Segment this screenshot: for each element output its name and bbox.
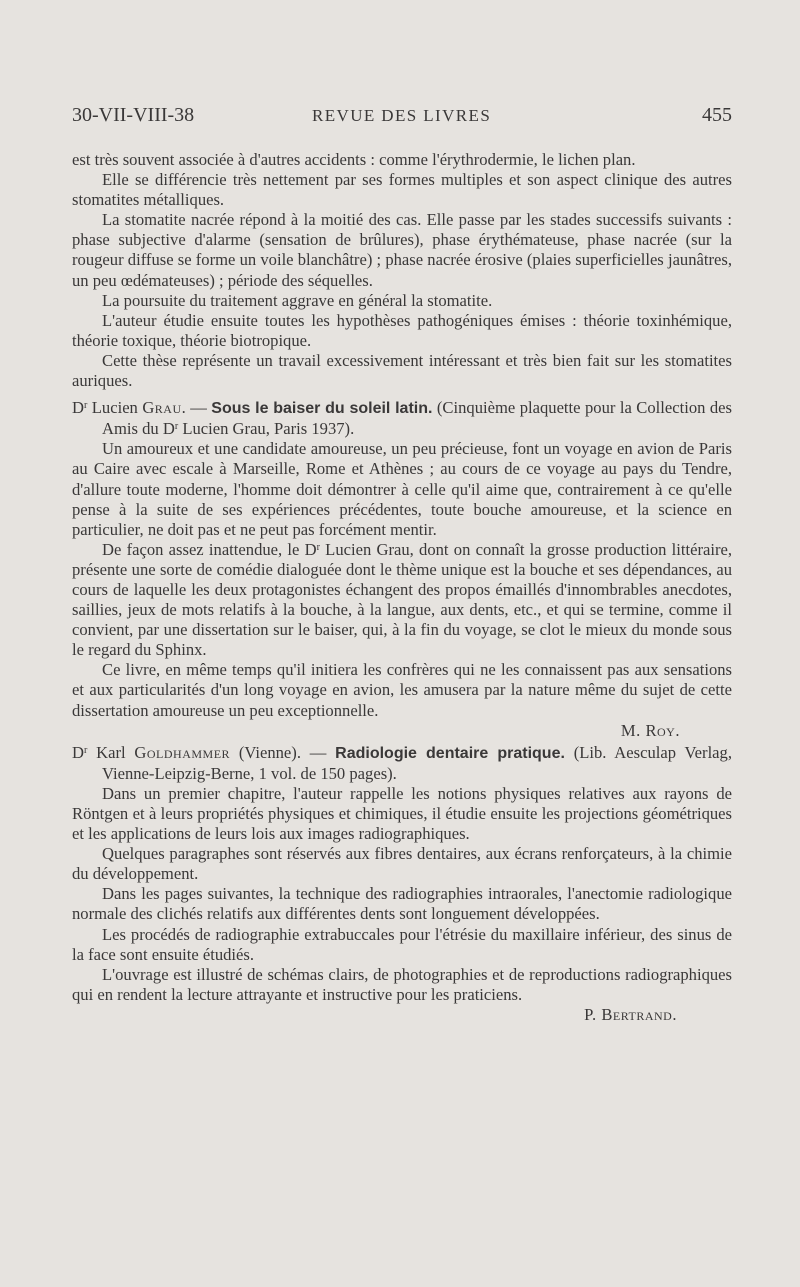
paragraph: Elle se différencie très nettement par ses formes multiples et son aspect clinique des autres stomatites métalliques. xyxy=(72,170,732,210)
author-title-sup: r xyxy=(83,744,88,756)
running-header xyxy=(72,104,732,130)
paragraph: Cette thèse représente un travail excessivement intéressant et très bien fait sur les stomatites auriques. xyxy=(72,350,732,391)
author-title: D xyxy=(72,398,84,418)
review-entry-heading xyxy=(72,743,732,784)
author-title: D xyxy=(72,742,84,762)
paragraph: L'ouvrage est illustré de schémas clairs, de photographies et de reproductions radiographiques qui en rendent la lecture attrayante et instructive pour les praticiens. xyxy=(72,964,732,1004)
paragraph xyxy=(72,540,732,661)
paragraph: L'auteur étudie ensuite toutes les hypothèses pathogéniques émises : théorie toxinhémique, théorie toxique, théorie biotropique. xyxy=(72,310,732,350)
paragraph: Dans les pages suivantes, la technique des radiographies intraorales, l'anectomie radiologique normale des clichés relatifs aux différentes dents sont longuement développées. xyxy=(72,884,732,924)
publication-info: (Cinquième plaquette pour la Collection des Amis du D xyxy=(102,398,732,439)
paragraph: Les procédés de radiographie extrabuccales pour l'étrésie du maxillaire inférieur, des sinus de la face sont ensuite étudiés. xyxy=(72,924,732,964)
paragraph: Ce livre, en même temps qu'il initiera les confrères qui ne les connaissent pas aux sensations et aux particularités d'un long voyage en avion, les amusera par la nature même du sujet de cette dissertation amoureuse un peu exceptionnelle. xyxy=(72,660,732,720)
body-text xyxy=(72,150,732,1025)
author-place: (Vienne). — xyxy=(230,742,336,762)
journal-section-title: REVUE DES LIVRES xyxy=(312,106,492,125)
review-entry-heading xyxy=(72,398,732,439)
paragraph: La stomatite nacrée répond à la moitié des cas. Elle passe par les stades successifs suivants : phase subjective d'alarme (sensation de brûlures), phase érythémateuse, phase nacrée (sur la rougeur diffuse se forme un voile blanchâtre) ; phase nacrée érosive (plaies superficielles jaunâtres, un peu œdémateuses) ; période des séquelles. xyxy=(72,210,732,290)
page-number: 455 xyxy=(702,104,732,126)
reviewer-signature: M. Roy. xyxy=(620,720,680,740)
separator: . — xyxy=(181,398,212,418)
paragraph: Dans un premier chapitre, l'auteur rappelle les notions physiques relatives aux rayons de Röntgen et à leurs propriétés physiques et chimiques, il étudie ensuite les projections géométriques et les applications de leurs lois aux images radiographiques. xyxy=(72,783,732,844)
author-last-name: Grau xyxy=(142,398,182,418)
paragraph: est très souvent associée à d'autres accidents : comme l'érythrodermie, le lichen plan. xyxy=(72,150,636,169)
publication-sup: r xyxy=(174,421,179,433)
paragraph: Un amoureux et une candidate amoureuse, un peu précieuse, font un voyage en avion de Paris au Caire avec escale à Marseille, Rome et Athènes ; au cours de ce voyage au pays du Tendre, d'allure toute moderne, l'homme doit démontrer à celle qu'il aime que, contrairement à ce qu'elle pense à la suite de ses expériences précédentes, toute bouche amoureuse, et la science en particulier, ne doit pas et ne peut pas forcément mentir. xyxy=(72,439,732,539)
issue-date: 30-VII-VIII-38 xyxy=(72,104,195,126)
author-first-name: Lucien xyxy=(87,398,143,418)
publication-info-end: Lucien Grau, Paris 1937). xyxy=(178,419,355,439)
book-title: Radiologie dentaire pratique. xyxy=(335,744,565,762)
author-title-sup: r xyxy=(83,400,88,412)
author-last-name: Goldhammer xyxy=(134,742,231,762)
reviewer-signature: P. Bertrand. xyxy=(584,1004,677,1024)
paragraph: Quelques paragraphes sont réservés aux fibres dentaires, aux écrans renforçateurs, à la chimie du développement. xyxy=(72,844,732,884)
paragraph: La poursuite du traitement aggrave en général la stomatite. xyxy=(102,290,493,310)
book-title: Sous le baiser du soleil latin. xyxy=(211,400,433,418)
text-sup: r xyxy=(316,541,320,553)
author-first-name: Karl xyxy=(87,742,135,762)
text-run: De façon assez inattendue, le D xyxy=(102,539,317,559)
text-run: Lucien Grau, dont on connaît la grosse production littéraire, présente une sorte de comédie dialoguée dont le thème unique est la bouche et ses dépendances, au cours de laquelle les deux protagonistes échangent des propos émaillés d'innombrables anecdotes, saillies, jeux de mots relatifs à la bouche, à la langue, aux dents, etc., et qui se termine, comme il convient, par une dissertation sur le baiser, qui, à la fin du voyage, se clot le mieux du monde sous le regard du Sphinx. xyxy=(72,539,732,660)
publication-info: (Lib. Aesculap Verlag, Vienne-Leipzig-Berne, 1 vol. de 150 pages). xyxy=(102,742,732,783)
